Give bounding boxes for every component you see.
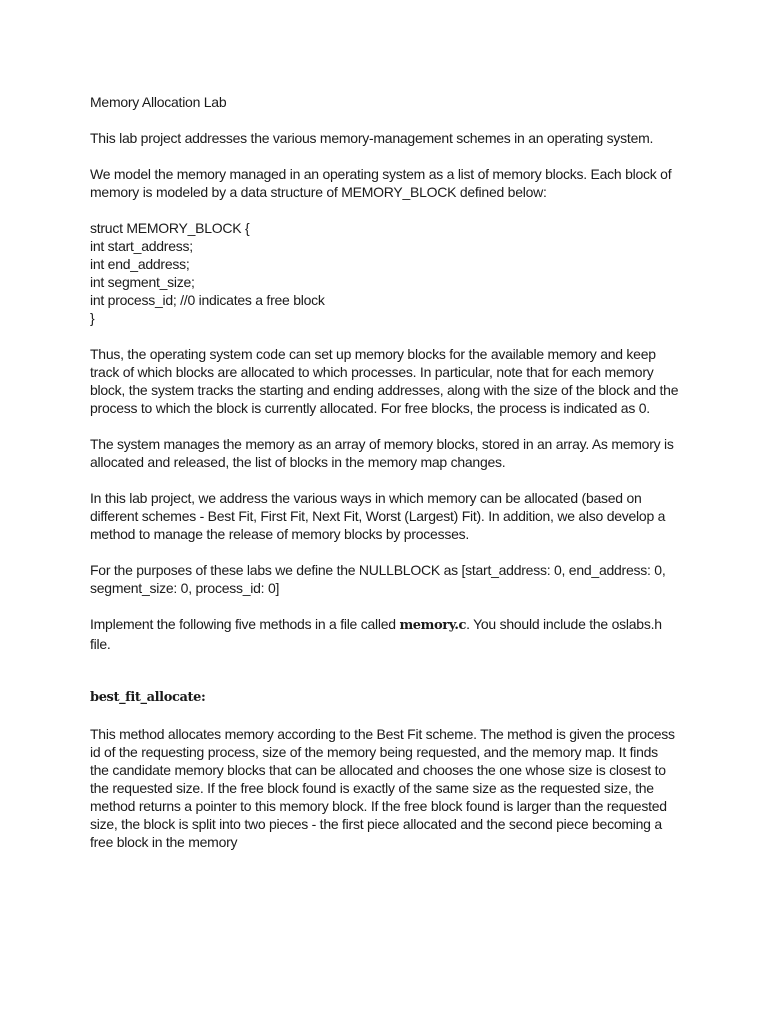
section-heading: best_fit_allocate: [90,690,206,705]
implement-text-after: . You should include the oslabs.h file. [90,616,662,652]
code-block [90,219,680,327]
code-line: } [90,310,95,326]
document-page [90,93,680,851]
implement-text-before: Implement the following five methods in a file called [90,616,400,632]
code-line: int end_address; [90,256,190,272]
thus-paragraph: Thus, the operating system code can set up memory blocks for the available memory and keep track of which blocks are allocated to which processes. In particular, note that for each memory block, the system tracks the starting and ending addresses, along with the size of the block and the process to which the block is currently allocated. For free blocks, the process is indicated as 0. [90,346,679,416]
nullblock-paragraph: For the purposes of these labs we define the NULLBLOCK as [start_address: 0, end_address: 0, segment_size: 0, process_id: 0] [90,562,666,596]
lab-paragraph: In this lab project, we address the various ways in which memory can be allocated (based on different schemes - Best Fit, First Fit, Next Fit, Worst (Largest) Fit). In addition, we also develop a method to manage the release of memory blocks by processes. [90,490,666,542]
document-title: Memory Allocation Lab [90,94,227,110]
code-line: int segment_size; [90,274,195,290]
system-paragraph: The system manages the memory as an array of memory blocks, stored in an array. As memory is allocated and released, the list of blocks in the memory map changes. [90,436,674,470]
code-line: int start_address; [90,238,193,254]
model-paragraph: We model the memory managed in an operating system as a list of memory blocks. Each block of memory is modeled by a data structure of MEMORY_BLOCK defined below: [90,166,672,200]
code-line: struct MEMORY_BLOCK { [90,220,250,236]
intro-paragraph: This lab project addresses the various memory-management schemes in an operating system. [90,130,654,146]
code-line: int process_id; //0 indicates a free block [90,292,325,308]
filename: memory.c [399,618,467,633]
best-fit-paragraph: This method allocates memory according to the Best Fit scheme. The method is given the process id of the requesting process, size of the memory being requested, and the memory map. It finds the candidate memory blocks that can be allocated and chooses the one whose size is closest to the requested size. If the free block found is exactly of the same size as the requested size, the method returns a pointer to this memory block. If the free block found is larger than the requested size, the block is split into two pieces - the first piece allocated and the second piece becoming a free block in the memory [90,726,675,850]
implement-paragraph [90,615,680,653]
